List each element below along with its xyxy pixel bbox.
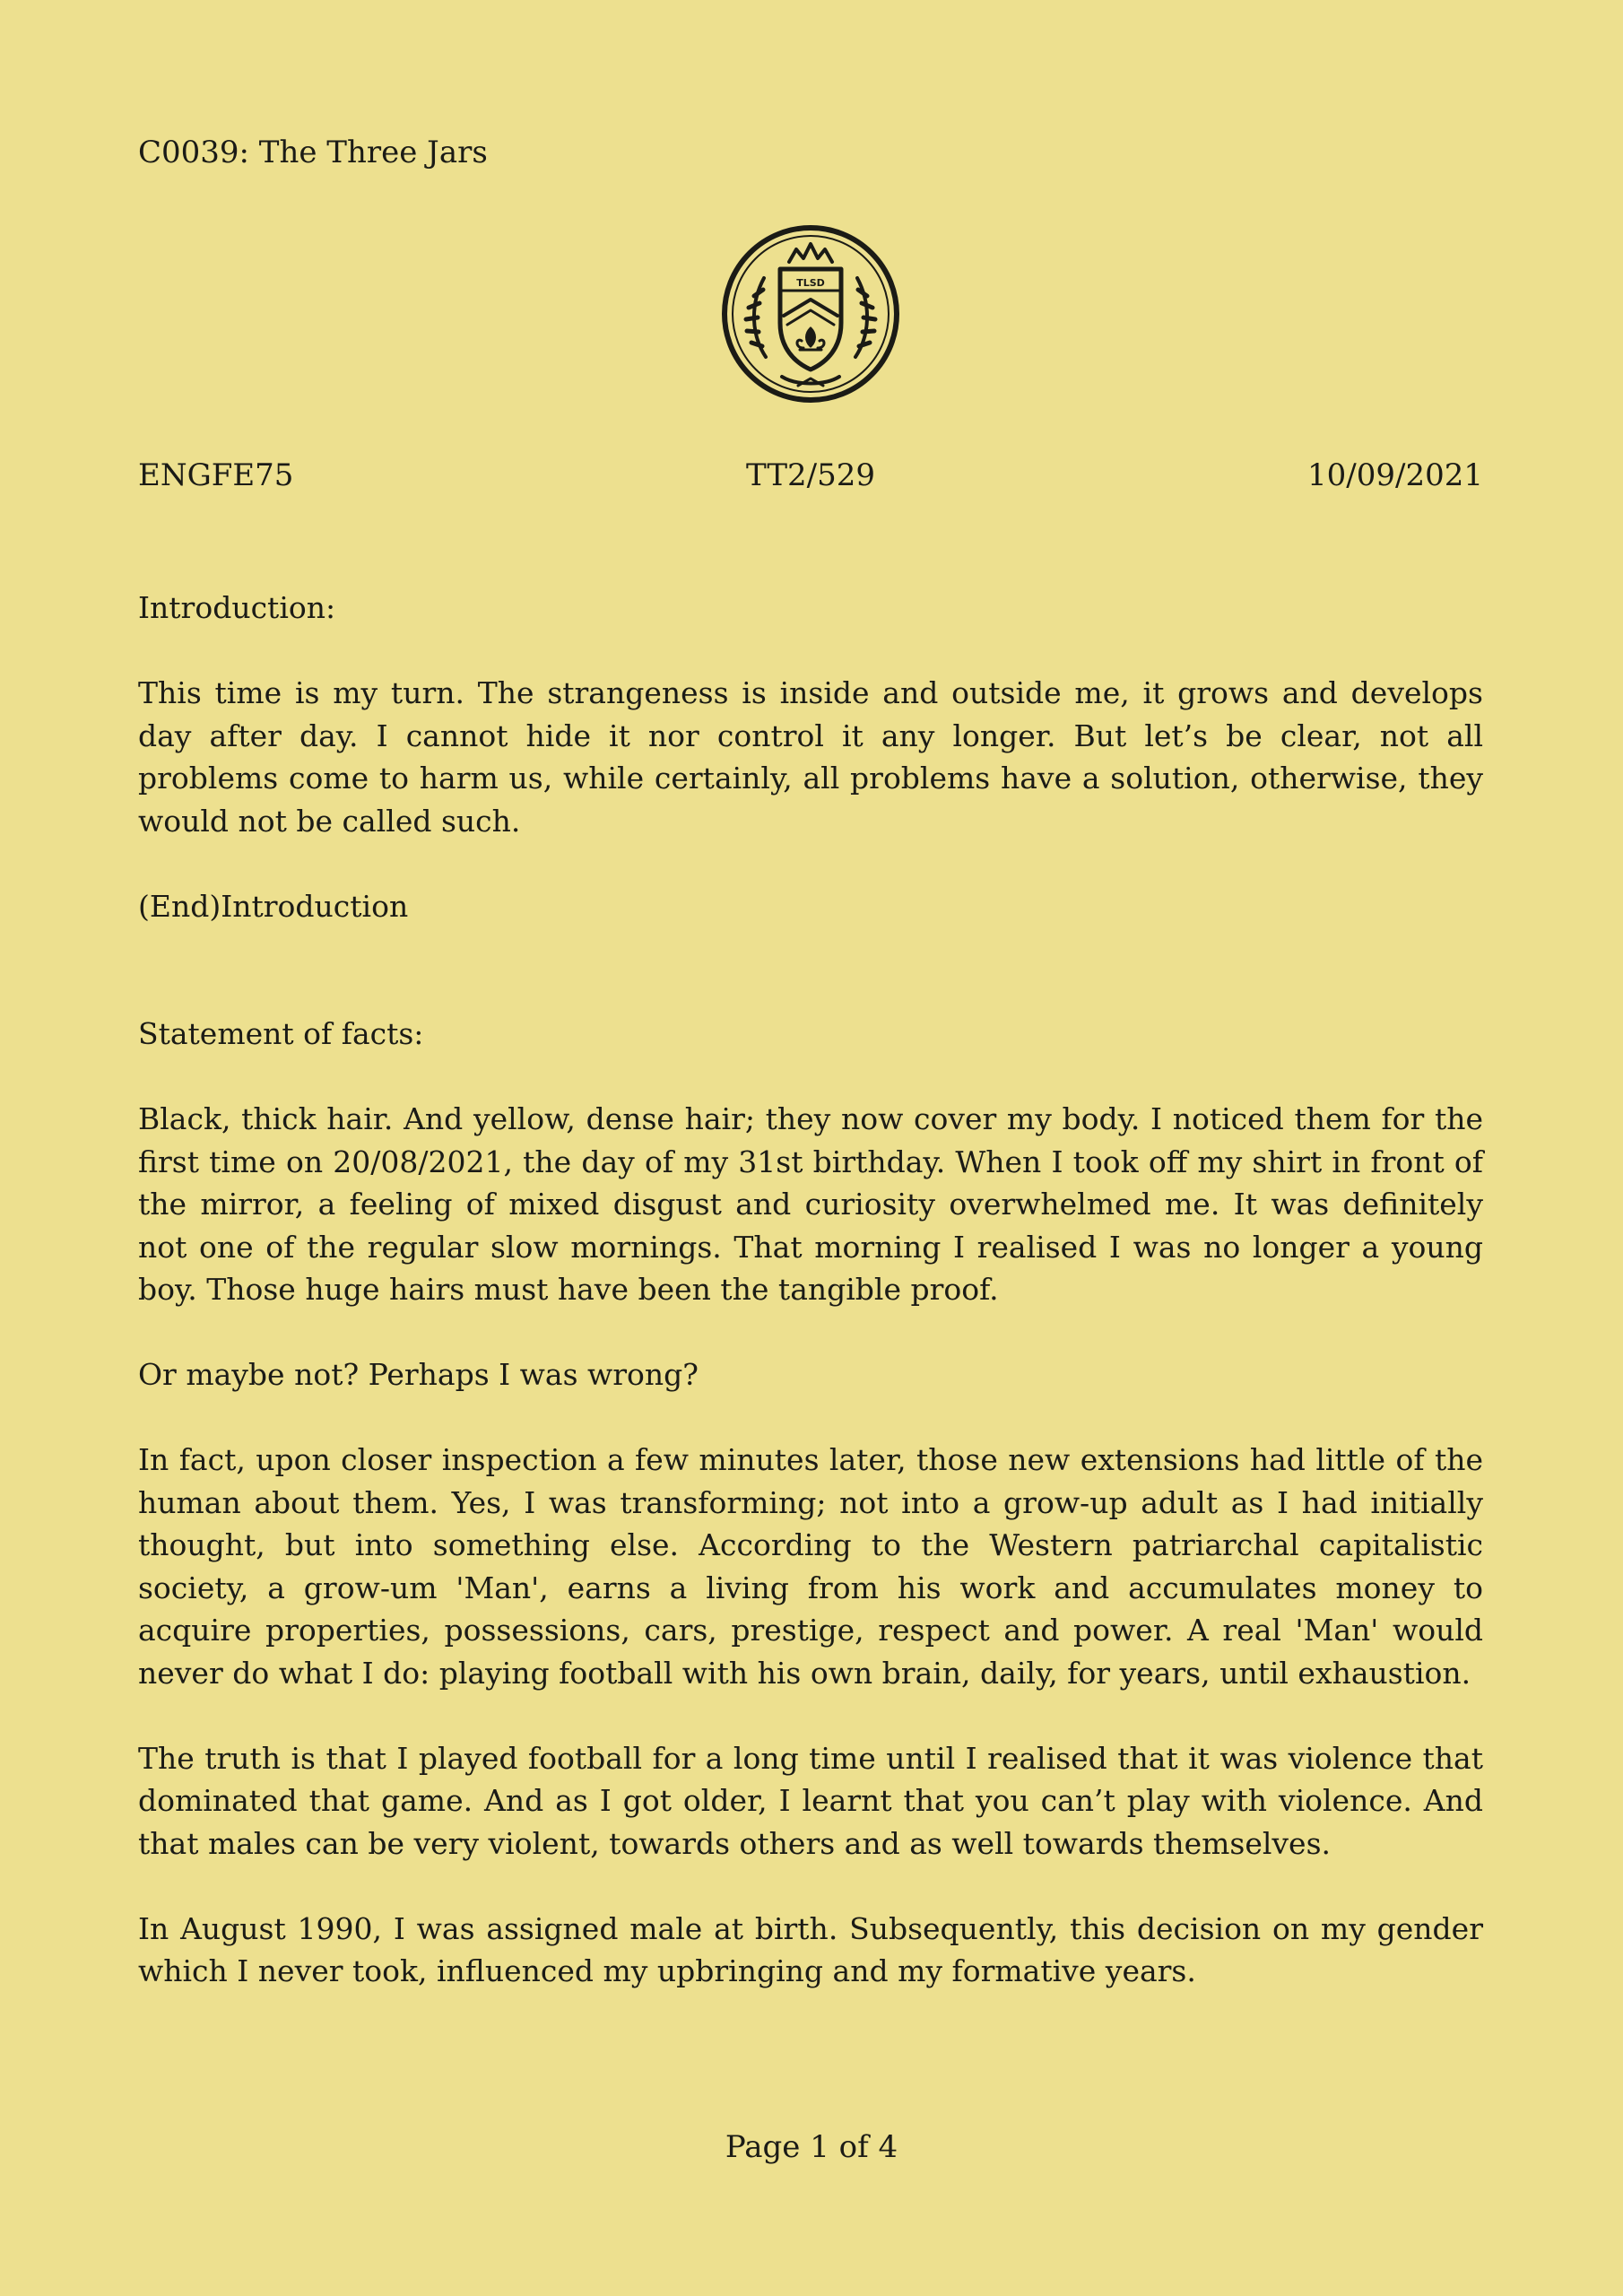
page-number: Page 1 of 4 [725,2129,898,2165]
reference-code-left: ENGFE75 [138,457,294,493]
paragraph: This time is my turn. The strangeness is inside and outside me, it grows and develops day after day. I cannot hide it nor control it any longer. But let’s be clear, not all problems come to harm us, while certainly, all problems have a solution, otherwise, they would not be called such. [138,675,1483,839]
document-date: 10/09/2021 [1307,457,1483,493]
section-heading-introduction: Introduction: [138,590,336,625]
section-heading-statement-of-facts: Statement of facts: [138,1016,424,1051]
crest-emblem-icon [719,222,902,405]
paragraph: The truth is that I played football for a long time until I realised that it was violence that dominated that game. And as I got older, I learnt that you can’t play with violence. And that males can be very violent, towards others and as well towards themselves. [138,1740,1483,1861]
document-body [138,587,1483,2035]
reference-row [138,454,1483,497]
reference-code-center: TT2/529 [746,457,875,493]
emblem-text: TLSD [796,277,825,289]
paragraph: Black, thick hair. And yellow, dense hair; they now cover my body. I noticed them for the first time on 20/08/2021, the day of my 31st birthday. When I took off my shirt in front of the mirror, a feeling of mixed disgust and curiosity overwhelmed me. It was definitely not one of the regular slow mornings. That morning I realised I was no longer a young boy. Those huge hairs must have been the tangible proof. [138,1101,1483,1307]
section-end-introduction: (End)Introduction [138,888,409,924]
paragraph: In August 1990, I was assigned male at birth. Subsequently, this decision on my gender which I never took, influenced my upbringing and my formative years. [138,1910,1483,1988]
document-title: C0039: The Three Jars [138,135,488,170]
paragraph: In fact, upon closer inspection a few minutes later, those new extensions had little of the human about them. Yes, I was transforming; not into a grow-up adult as I had initially thought, but into something else. According to the Western patriarchal capitalistic society, a grow-um 'Man', earns a living from his work and accumulates money to acquire properties, possessions, cars, prestige, respect and power. A real 'Man' would never do what I do: playing football with his own brain, daily, for years, until exhaustion. [138,1442,1483,1691]
paragraph: Or maybe not? Perhaps I was wrong? [138,1357,699,1392]
